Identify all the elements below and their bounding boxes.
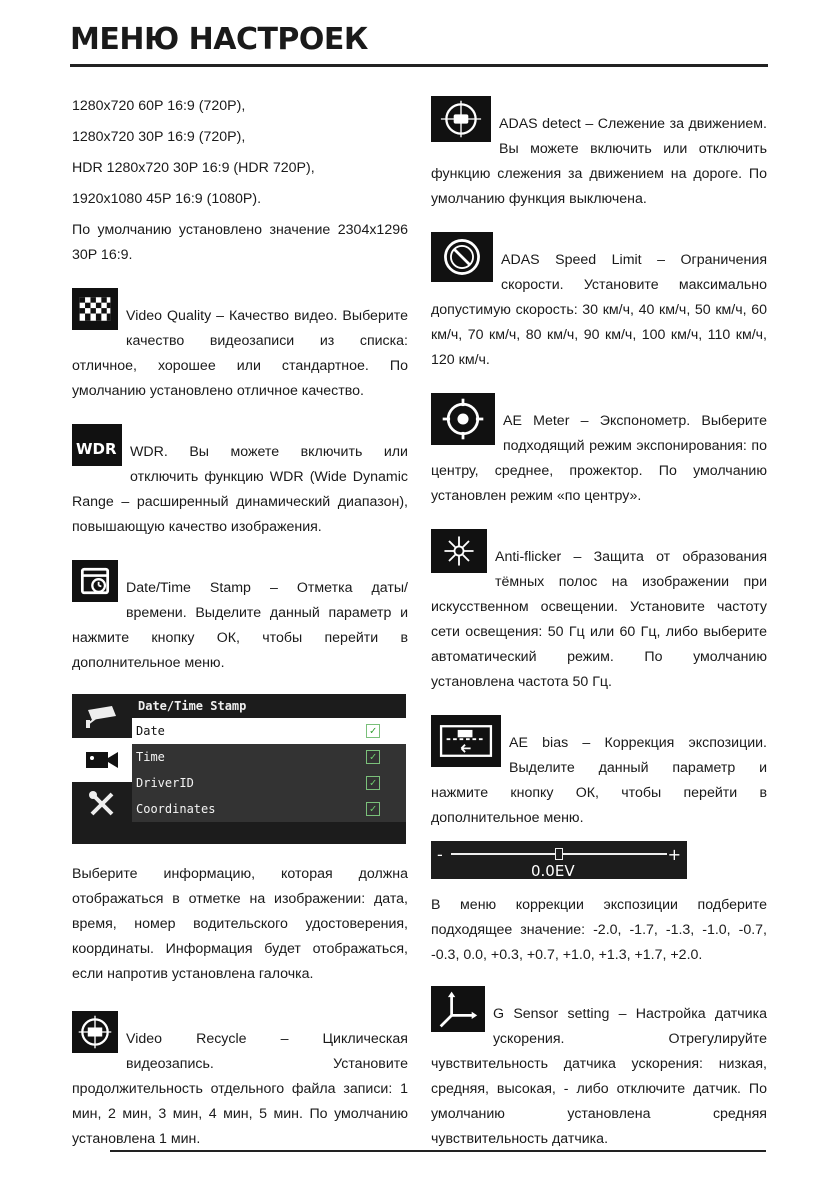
left-column — [72, 94, 408, 1152]
checkbox-checked-icon[interactable]: ✓ — [366, 750, 380, 764]
tools-tab[interactable] — [72, 782, 132, 826]
wrench-screwdriver-icon — [86, 788, 118, 820]
ev-minus[interactable]: - — [437, 845, 443, 864]
menu-row-date[interactable] — [132, 718, 406, 744]
resolution-item: 1280x720 30P 16:9 (720P), — [72, 129, 246, 145]
menu-row-label: Time — [136, 749, 165, 764]
adas-speed-text: ADAS Speed Limit – Ограничения скорости. Установите максимально допустимую скорость: 30 км/ч, 40 км/ч, 50 км/ч, 60 км/ч, 70 км/ч, 80 км/ч, 90 км/ч, 100 км/ч, 110 км/ч, 120 км/ч. — [431, 252, 767, 368]
calendar-clock-icon — [72, 560, 118, 602]
menu-row-coordinates[interactable] — [132, 796, 406, 822]
footer-divider — [110, 1150, 766, 1152]
axes-icon — [431, 986, 485, 1032]
date-time-stamp-menu — [72, 694, 406, 844]
light-burst-icon — [431, 529, 487, 573]
video-quality-section — [72, 286, 408, 404]
menu-row-label: Coordinates — [136, 801, 216, 816]
page-title: МЕНЮ НАСТРОЕК — [70, 22, 368, 57]
menu-row-label: Date — [136, 723, 165, 738]
menu-row-time[interactable] — [132, 744, 406, 770]
exposure-slider[interactable] — [431, 841, 687, 879]
resolution-list — [72, 94, 408, 268]
checkerboard-icon — [72, 288, 118, 330]
title-divider — [70, 64, 768, 67]
g-sensor-section — [431, 984, 767, 1152]
default-resolution: По умолчанию установлено значение 2304x1296 30P 16:9. — [72, 222, 408, 263]
checkbox-checked-icon[interactable]: ✓ — [366, 802, 380, 816]
ae-bias-section — [431, 713, 767, 831]
checkbox-checked-icon[interactable]: ✓ — [366, 776, 380, 790]
right-column — [431, 94, 767, 1152]
video-quality-text: Video Quality – Качество видео. Выберите качество видеозаписи из списка: отличное, хорошее или стандартное. По умолчанию установлено отличное качество. — [72, 308, 408, 399]
wdr-icon-label: WDR — [76, 440, 117, 458]
exposure-values-text: В меню коррекции экспозиции подберите подходящее значение: -2.0, -1.7, -1.3, -1.0, -0.7, -0.3, 0.0, +0.3, +0.7, +1.0, +1.3, +1.7, +2.0. — [431, 897, 767, 963]
ae-bias-text: AE bias – Коррекция экспозиции. Выделите данный параметр и нажмите кнопку ОК, чтобы перейти в дополнительное меню. — [431, 735, 767, 826]
checkbox-checked-icon[interactable]: ✓ — [366, 724, 380, 738]
g-sensor-text: G Sensor setting – Настройка датчика ускорения. Отрегулируйте чувствительность датчика ускорения: низкая, средняя, высокая, - либо отключите датчик. По умолчанию установлена средняя чувствительность датчика. — [431, 1006, 767, 1147]
ae-meter-section — [431, 391, 767, 509]
resolution-item: 1280x720 60P 16:9 (720P), — [72, 98, 246, 114]
date-time-text: Date/Time Stamp – Отметка даты/ времени. Выделите данный параметр и нажмите кнопку ОК, чтобы перейти в дополнительное меню. — [72, 580, 408, 671]
menu-header: Date/Time Stamp — [132, 694, 406, 718]
loop-record-icon — [72, 1011, 118, 1053]
resolution-item: 1920x1080 45P 16:9 (1080P). — [72, 191, 262, 207]
video-recycle-text: Video Recycle – Циклическая видеозапись. Установите продолжительность отдельного файла записи: 1 мин, 2 мин, 3 мин, 4 мин, 5 мин. По умолчанию установлена 1 мин. — [72, 1031, 408, 1147]
menu-list — [132, 694, 406, 844]
wdr-section — [72, 422, 408, 540]
video-tab[interactable] — [72, 738, 132, 782]
no-entry-icon — [431, 232, 493, 282]
menu-row-label: DriverID — [136, 775, 194, 790]
menu-sidebar — [72, 694, 132, 844]
date-time-section — [72, 558, 408, 676]
resolution-item: HDR 1280x720 30P 16:9 (HDR 720P), — [72, 160, 315, 176]
adas-speed-section — [431, 230, 767, 373]
wdr-text: WDR. Вы можете включить или отключить функцию WDR (Wide Dynamic Range – расширенный динамический диапазон), повышающую качество изображения. — [72, 444, 408, 535]
security-camera-icon — [82, 702, 122, 730]
menu-row-driverid[interactable] — [132, 770, 406, 796]
anti-flicker-text: Anti-flicker – Защита от образования тёмных полос на изображении при искусственном освещении. Установите частоту сети освещения: 50 Гц или 60 Гц, либо выберите автоматический режим. По умолчанию установлена частота 50 Гц. — [431, 549, 767, 690]
camera-tab[interactable] — [72, 694, 132, 738]
video-camera-icon — [82, 748, 122, 772]
adas-target-icon — [431, 96, 491, 142]
stamp-info-text: Выберите информацию, которая должна отображаться в отметке на изображении: дата, время, номер водительского удостоверения, координаты. Информация будет отображаться, если напротив установлена галочка. — [72, 866, 408, 982]
wdr-icon — [72, 424, 122, 466]
anti-flicker-section — [431, 527, 767, 695]
ev-value: 0.0EV — [531, 862, 575, 880]
exposure-meter-icon — [431, 393, 495, 445]
ev-plus[interactable]: + — [667, 845, 681, 864]
adas-detect-text: ADAS detect – Слежение за движением. Вы можете включить или отключить функцию слежения за движением на дороге. По умолчанию функция выключена. — [431, 116, 767, 207]
video-recycle-section — [72, 1009, 408, 1152]
exposure-bias-icon — [431, 715, 501, 767]
ae-meter-text: AE Meter – Экспонометр. Выберите подходящий режим экспонирования: по центру, среднее, прожектор. По умолчанию установлен режим «по центру». — [431, 413, 767, 504]
adas-detect-section — [431, 94, 767, 212]
